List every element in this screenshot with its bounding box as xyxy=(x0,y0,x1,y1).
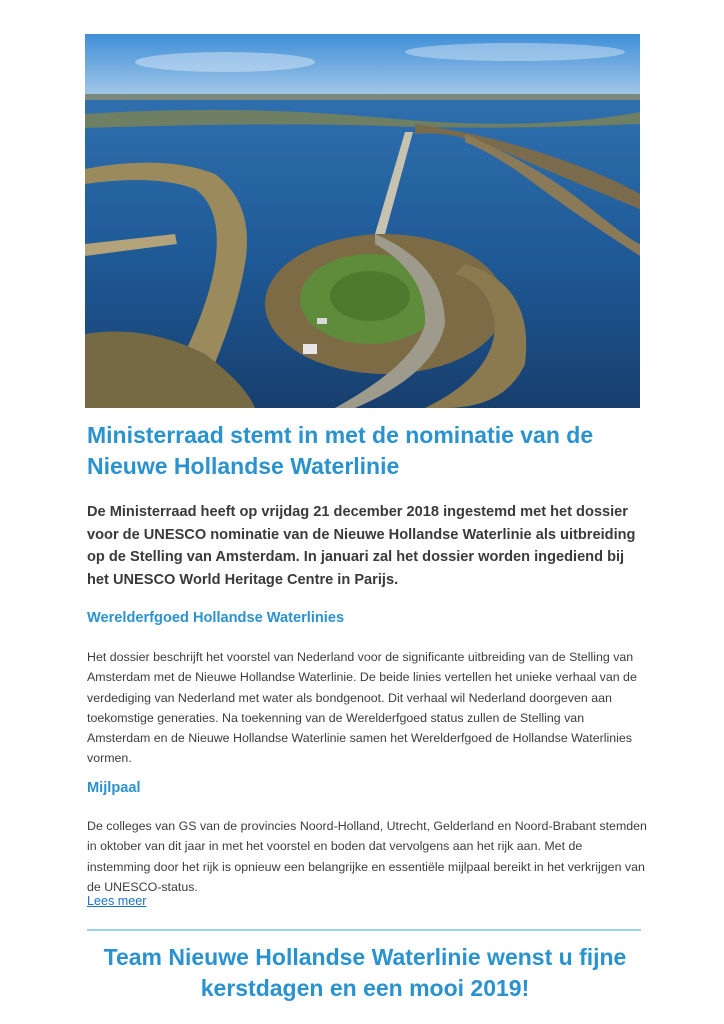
section-title-werelderfgoed: Werelderfgoed Hollandse Waterlinies xyxy=(87,610,345,626)
article-intro: De Ministerraad heeft op vrijdag 21 december 2018 ingestemd met het dossier voor de UNESCO nominatie van de Nieuwe Hollandse Waterlinie als uitbreiding op de Stelling van Amsterdam. In januari zal het dossier worden ingediend bij het UNESCO World Heritage Centre in Parijs. xyxy=(87,504,636,588)
section-title-mijlpaal: Mijlpaal xyxy=(87,780,141,796)
hero-photo xyxy=(85,34,640,408)
read-more-link[interactable]: Lees meer xyxy=(87,894,147,908)
aerial-photo-icon xyxy=(85,34,640,408)
article-headline: Ministerraad stemt in met de nominatie van de Nieuwe Hollandse Waterlinie xyxy=(87,422,594,479)
section-body-werelderfgoed: Het dossier beschrijft het voorstel van Nederland voor de significante uitbreiding van de Stelling van Amsterdam met de Nieuwe Hollandse Waterlinie. De beide linies vertellen het unieke verhaal van de verdediging van Nederland met water als bondgenoot. Dit verhaal wil Nederland doorgeven aan toekomstige generaties. Na toekenning van de Werelderfgoed status zullen de Stelling van Amsterdam en de Nieuwe Hollandse Waterlinie samen het Werelderfgoed de Hollandse Waterlinies vormen. xyxy=(87,650,637,766)
closing-message: Team Nieuwe Hollandse Waterlinie wenst u fijne kerstdagen en een mooi 2019! xyxy=(103,944,627,1001)
divider-line xyxy=(87,929,641,931)
section-body-mijlpaal: De colleges van GS van de provincies Noord-Holland, Utrecht, Gelderland en Noord-Brabant stemden in oktober van dit jaar in met het voorstel en boden dat vervolgens aan het rijk aan. Met de instemming door het rijk is opnieuw een belangrijke en essentiële mijlpaal bereikt in het verkrijgen van de UNESCO-status. xyxy=(87,819,647,894)
